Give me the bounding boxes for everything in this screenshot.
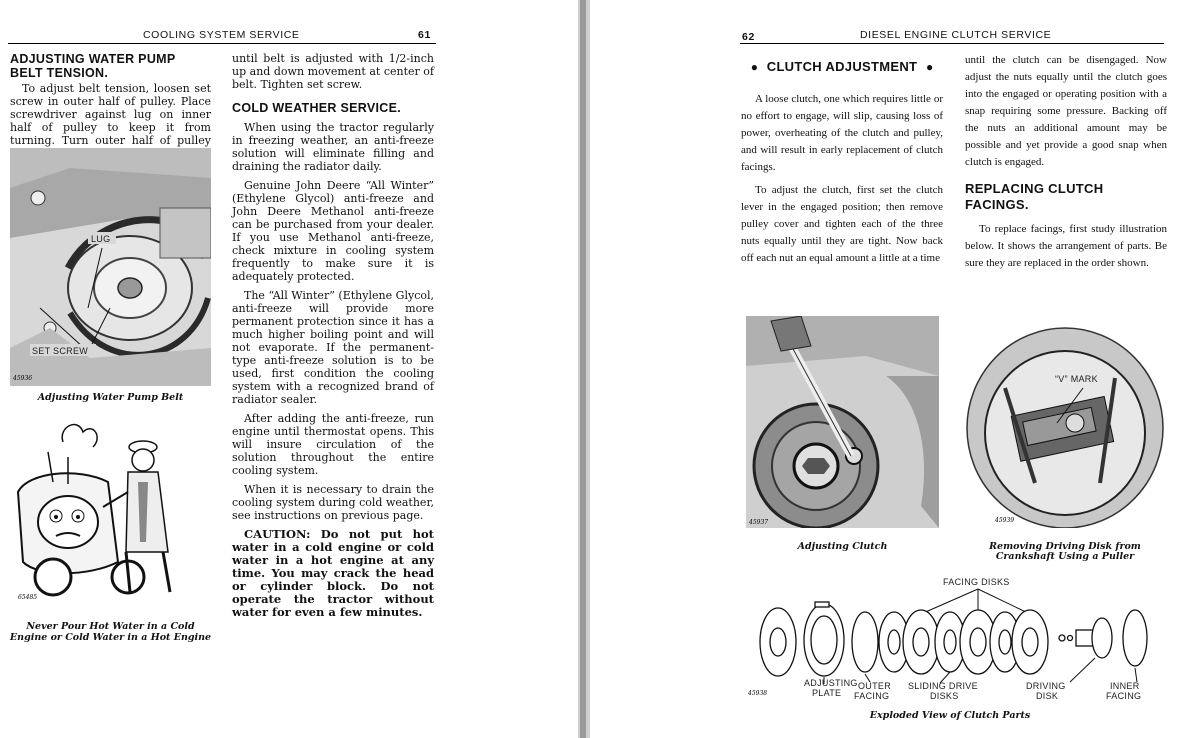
figure-number-45939: 45939 — [995, 517, 1015, 524]
left-page — [0, 0, 578, 738]
outer-facing-label-2: FACING — [854, 691, 890, 701]
sliding-drive-disks-label-2: DISKS — [930, 691, 959, 701]
inner-facing-label-1: INNER — [1110, 681, 1140, 691]
driving-disk-label-1: DRIVING — [1026, 681, 1066, 691]
bullet-icon-right: ● — [926, 60, 934, 74]
left-header-rule — [8, 43, 436, 44]
caption-driving-disk-line2: Crankshaft Using a Puller — [995, 551, 1135, 562]
right-header-rule — [740, 43, 1164, 44]
caption-exploded-view: Exploded View of Clutch Parts — [869, 710, 1031, 721]
cold-weather-paragraph-2: Genuine John Deere “All Winter” (Ethylene Glycol) anti-freeze and John Deere Methanol anti-freeze can be purchased from your dealer. If you use Methanol anti-freeze, check mixture in cooling system frequently to make sure it is adequately protected. — [232, 179, 434, 283]
cold-weather-paragraph-3: The “All Winter” (Ethylene Glycol, anti-freeze will provide more permanent protection since it has a much higher boiling point and will not evaporate. If the permanent-type anti-freeze solution is to be used, first condition the cooling system with a recognized brand of radiator sealer. — [232, 289, 434, 406]
clutch-adjustment-paragraph-2: To adjust the clutch, first set the clutch lever in the engaged position; then remove pulley cover and tighten each of the three nuts equally until they are tight. Now back off each nut an equal amount a little at a time — [741, 184, 943, 264]
right-column-1 — [741, 58, 943, 273]
cold-weather-paragraph-4: After adding the anti-freeze, run engine until thermostat opens. This will insure circulation of the solution throughout the entire cooling system. — [232, 412, 434, 477]
figure-number-45936: 45936 — [13, 375, 33, 382]
caption-hot-water-line2: Engine or Cold Water in a Hot Engine — [9, 632, 212, 643]
clutch-adjustment-paragraph-1: A loose clutch, one which requires little or no effort to engage, will slip, causing loss of power, overheating of the clutch and pulley, and will result in early replacement of clutch facings. — [741, 93, 943, 173]
sliding-drive-disks-label-1: SLIDING DRIVE — [908, 681, 978, 691]
cartoon-hot-water-illustration — [8, 412, 213, 617]
set-screw-label: SET SCREW — [32, 346, 89, 356]
right-page-number: 62 — [742, 31, 755, 43]
v-mark-label: “V” MARK — [1055, 374, 1098, 384]
adjusting-plate-label-1: ADJUSTING — [804, 678, 858, 688]
figure-number-65485: 65485 — [18, 594, 38, 601]
caption-hot-water-line1: Never Pour Hot Water in a Cold — [26, 621, 195, 632]
right-page — [590, 0, 1189, 738]
driving-disk-puller-photo — [965, 318, 1165, 528]
right-page-header: DIESEL ENGINE CLUTCH SERVICE — [860, 29, 1052, 41]
section-title-cold-weather: COLD WEATHER SERVICE. — [232, 101, 402, 115]
water-pump-body: To adjust belt tension, loosen set screw in outer half of pulley. Place screwdriver against lug on inner half of pulley to keep it from turning. Turn outer half of pulley — [10, 82, 211, 147]
water-pump-continuation: until belt is adjusted with 1/2-inch up and down movement at center of belt. Tighten set screw. — [232, 52, 434, 91]
left-page-header: COOLING SYSTEM SERVICE — [143, 29, 300, 41]
cold-weather-paragraph-5: When it is necessary to drain the cooling system during cold weather, see instructions on previous page. — [232, 483, 434, 522]
right-column-2 — [965, 52, 1167, 278]
caution-text: CAUTION: Do not put hot water in a cold engine or cold water in a hot engine at any time. You may crack the head or cylinder block. Do not operate the tractor without water for even a few minutes. — [232, 527, 434, 619]
left-column-2 — [232, 52, 434, 625]
bullet-icon-left: ● — [750, 60, 758, 74]
water-pump-belt-photo — [10, 148, 211, 386]
lug-label: LUG — [91, 234, 111, 244]
outer-facing-label-1: OUTER — [858, 681, 891, 691]
left-page-number: 61 — [418, 29, 431, 41]
section-title-water-pump: ADJUSTING WATER PUMP BELT TENSION. — [10, 52, 176, 80]
cold-weather-paragraph-1: When using the tractor regularly in freezing weather, an anti-freeze solution will eliminate filling and draining the radiator daily. — [232, 121, 434, 173]
driving-disk-label-2: DISK — [1036, 691, 1059, 701]
facing-disks-label: FACING DISKS — [943, 577, 1010, 587]
section-title-clutch-adjustment: CLUTCH ADJUSTMENT — [766, 59, 918, 74]
figure-number-45937: 45937 — [749, 519, 769, 526]
adjusting-plate-label-2: PLATE — [812, 688, 842, 698]
section-title-replacing-facings: REPLACING CLUTCH FACINGS. — [965, 181, 1104, 212]
caption-driving-disk-line1: Removing Driving Disk from — [989, 541, 1141, 552]
adjusting-clutch-photo — [746, 316, 939, 528]
book-gutter — [578, 0, 590, 738]
caption-adjusting-clutch: Adjusting Clutch — [797, 541, 888, 552]
caption-water-pump-belt: Adjusting Water Pump Belt — [37, 392, 184, 403]
inner-facing-label-2: FACING — [1106, 691, 1142, 701]
clutch-continuation: until the clutch can be disengaged. Now adjust the nuts equally until the clutch goes into the engaged or operating position with a snap requiring some pressure. Backing off the nuts an additional amount may be possible and yet provide a good snap when clutch is engaged. — [965, 54, 1167, 168]
figure-number-45938: 45938 — [748, 690, 768, 697]
exploded-clutch-diagram — [740, 572, 1170, 702]
replacing-facings-body: To replace facings, first study illustration below. It shows the arrangement of parts. Be sure they are replaced in the order shown. — [965, 223, 1167, 269]
